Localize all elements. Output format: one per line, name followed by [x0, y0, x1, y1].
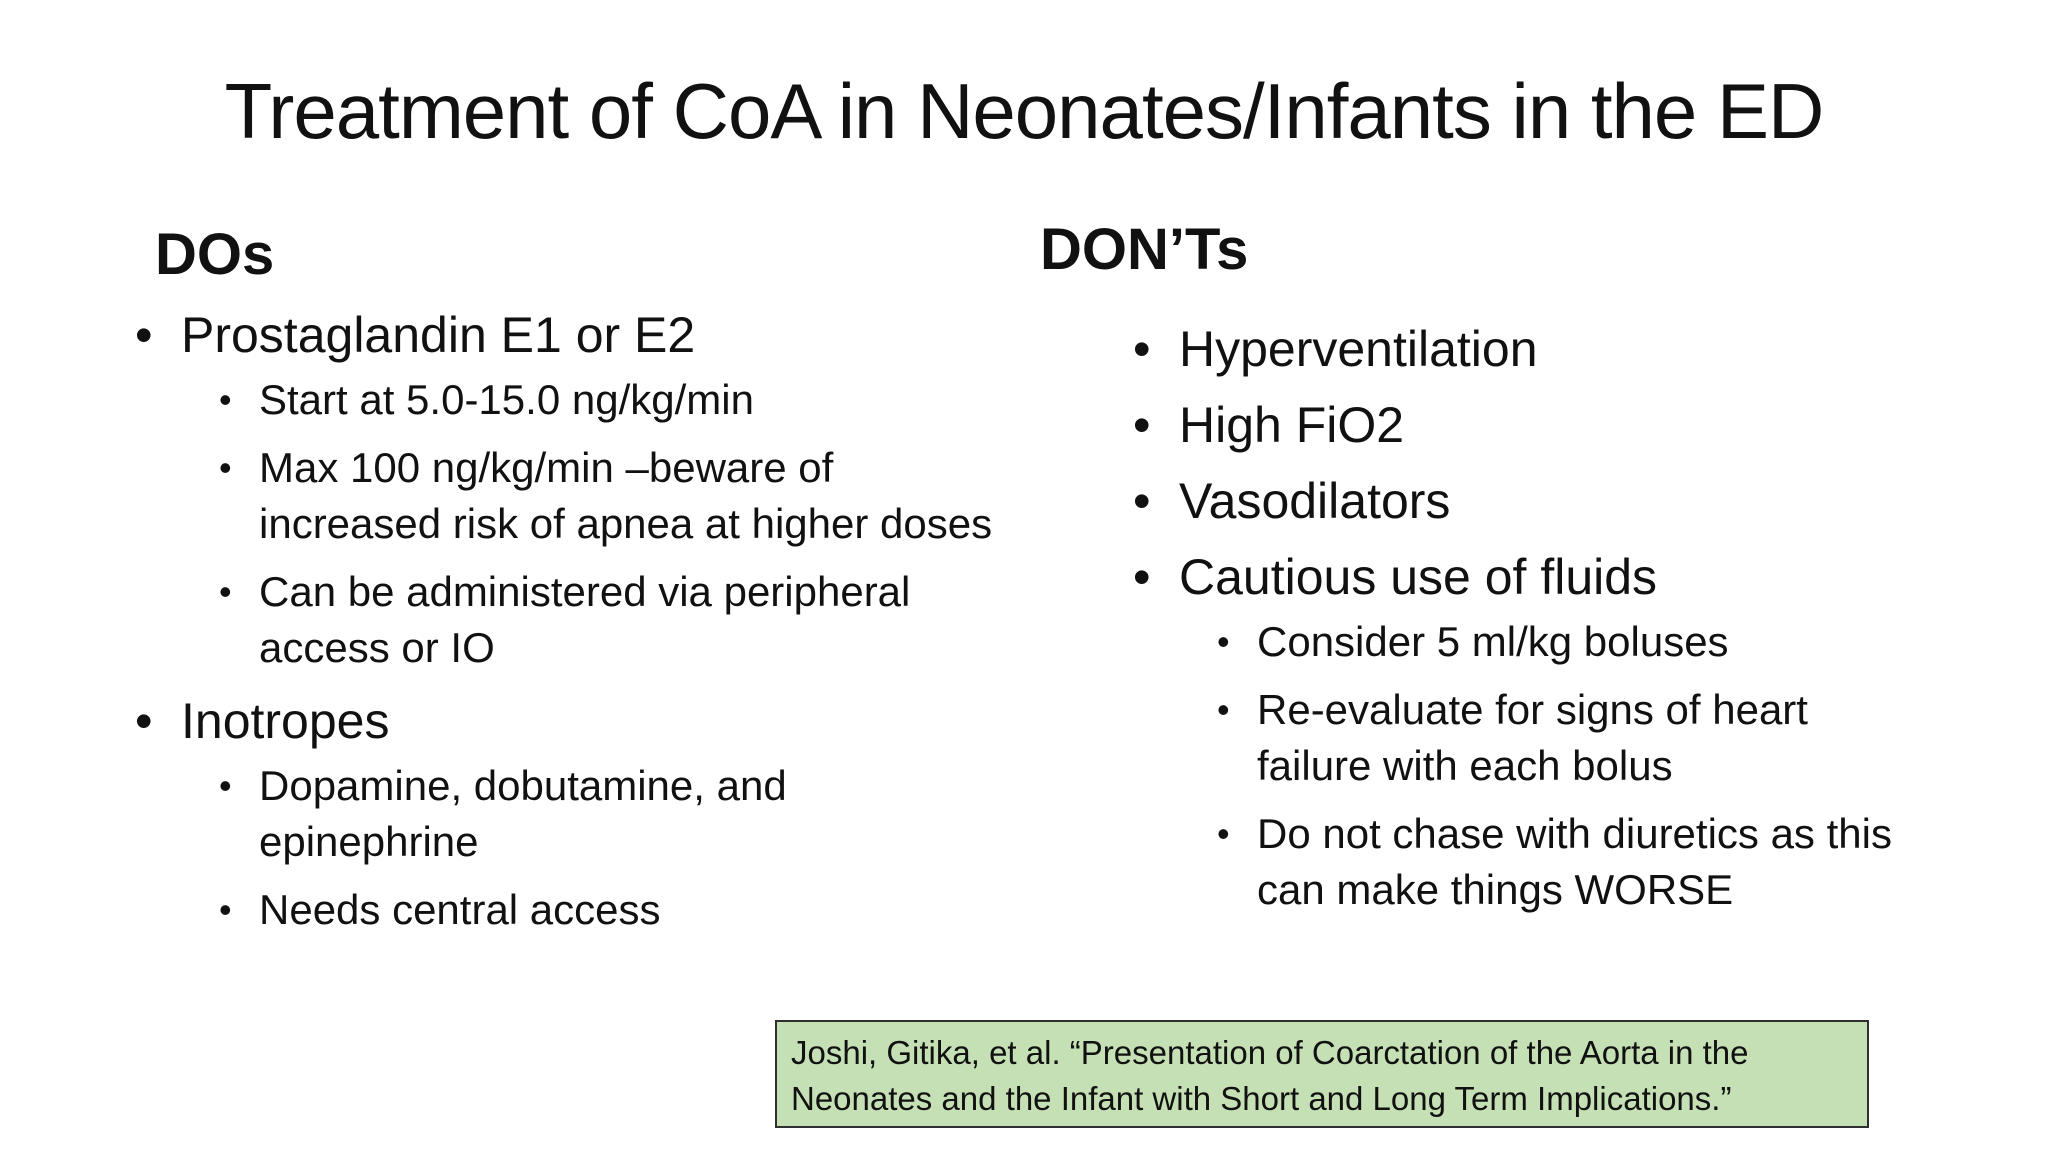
list-item: [1133, 470, 1933, 532]
list-item: [1133, 394, 1933, 456]
sub-list-item-text: Do not chase with diuretics as this can make things WORSE: [1257, 810, 1892, 913]
dos-heading: DOs: [155, 222, 275, 287]
sub-list: [181, 758, 995, 938]
sub-list-item-text: Needs central access: [259, 886, 661, 933]
sub-list-item: [1179, 614, 1933, 670]
bullet-icon: •: [1133, 549, 1151, 605]
sub-list-item-text: Max 100 ng/kg/min –beware of increased risk of apnea at higher doses: [259, 444, 993, 547]
bullet-icon: •: [135, 307, 153, 363]
bullet-icon: •: [1217, 621, 1230, 662]
sub-list-item: [1179, 806, 1933, 918]
bullet-icon: •: [1133, 397, 1151, 453]
sub-list-item-text: Dopamine, dobutamine, and epinephrine: [259, 762, 787, 865]
bullet-icon: •: [219, 765, 232, 806]
slide-title: Treatment of CoA in Neonates/Infants in the ED: [224, 67, 1824, 155]
list-item-text: Cautious use of fluids: [1179, 549, 1658, 605]
bullet-icon: •: [1133, 321, 1151, 377]
donts-heading: DON’Ts: [1040, 217, 1249, 282]
bullet-icon: •: [1217, 813, 1230, 854]
bullet-icon: •: [219, 571, 232, 612]
list-item-text: Hyperventilation: [1179, 321, 1538, 377]
list-item: [1133, 546, 1933, 918]
sub-list-item-text: Consider 5 ml/kg boluses: [1257, 618, 1729, 665]
sub-list: [1179, 614, 1933, 918]
sub-list-item: [181, 882, 995, 938]
donts-list: [1133, 318, 1933, 932]
dos-list: [135, 304, 995, 952]
list-item: [135, 304, 995, 676]
sub-list-item: [181, 564, 995, 676]
list-item-text: Vasodilators: [1179, 473, 1451, 529]
sub-list: [181, 372, 995, 676]
bullet-icon: •: [219, 889, 232, 930]
sub-list-item: [181, 372, 995, 428]
list-item: [135, 690, 995, 938]
sub-list-item: [181, 440, 995, 552]
citation-box: Joshi, Gitika, et al. “Presentation of Coarctation of the Aorta in the Neonates and the Infant with Short and Long Term Implications.”: [775, 1020, 1869, 1128]
bullet-icon: •: [1217, 689, 1230, 730]
sub-list-item-text: Can be administered via peripheral access or IO: [259, 568, 911, 671]
bullet-icon: •: [135, 693, 153, 749]
sub-list-item-text: Start at 5.0-15.0 ng/kg/min: [259, 376, 754, 423]
sub-list-item-text: Re-evaluate for signs of heart failure with each bolus: [1257, 686, 1808, 789]
bullet-icon: •: [219, 379, 232, 420]
sub-list-item: [1179, 682, 1933, 794]
list-item-text: Prostaglandin E1 or E2: [181, 307, 696, 363]
list-item: [1133, 318, 1933, 380]
list-item-text: Inotropes: [181, 693, 390, 749]
list-item-text: High FiO2: [1179, 397, 1405, 453]
bullet-icon: •: [219, 447, 232, 488]
bullet-icon: •: [1133, 473, 1151, 529]
sub-list-item: [181, 758, 995, 870]
